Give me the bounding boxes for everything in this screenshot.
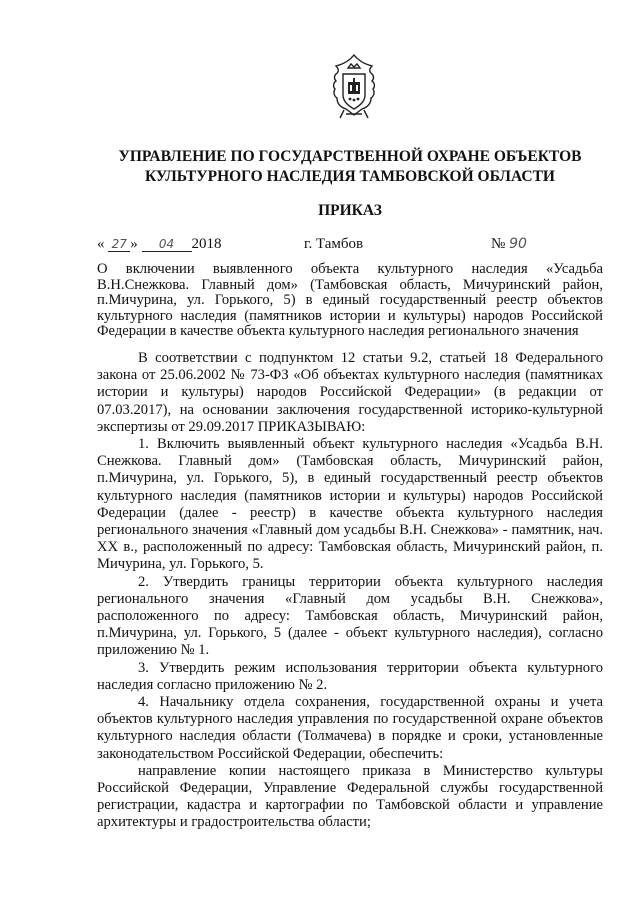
date-year: 2018	[191, 236, 222, 252]
order-city: г. Тамбов	[304, 236, 364, 252]
item-2-paragraph: 2. Утвердить границы территории объекта культурного наследия регионального значения «Главный дом усадьбы В.Н. Снежкова», расположенного по адресу: Тамбовская область, Мичуринский район, п.Мичурина, ул. Горького, 5 (далее - объект культурного наследия), согласно приложению № 1.	[97, 573, 603, 659]
number-label: №	[491, 236, 506, 252]
organization-line-2: КУЛЬТУРНОГО НАСЛЕДИЯ ТАМБОВСКОЙ ОБЛАСТИ	[145, 168, 555, 185]
item-4-paragraph: 4. Начальнику отдела сохранения, государственной охраны и учета объектов культурного наследия управления по государственной охране объектов культурного наследия области (Толмачева) в порядке и сроки, установленные законодательством Российской Федерации, обеспечить:	[97, 694, 603, 762]
order-date	[97, 236, 222, 253]
date-day: 27	[108, 237, 130, 252]
preamble-paragraph: В соответствии с подпунктом 12 статьи 9.2, статьей 18 Федерального закона от 25.06.2002 № 73-ФЗ «Об объектах культурного наследия (памятниках истории и культуры) народов Российской Федерации» (в редакции от 07.03.2017), на основании заключения государственной историко-культурной экспертизы от 29.09.2017 ПРИКАЗЫВАЮ:	[97, 350, 603, 435]
date-quote-open: «	[97, 236, 105, 252]
item-4-1-paragraph: направление копии настоящего приказа в Министерство культуры Российской Федерации, Управление Федеральной службы государственной регистрации, кадастра и картографии по Тамбовской области и управление архитектуры и градостроительства области;	[97, 762, 603, 831]
number-value: 90	[509, 236, 527, 252]
order-body	[97, 350, 603, 832]
organization-name	[60, 147, 640, 187]
tambov-coat-of-arms-icon	[326, 52, 382, 120]
order-number	[491, 236, 527, 253]
date-quote-close: »	[130, 236, 138, 252]
order-title: ПРИКАЗ	[318, 202, 382, 219]
order-subject: О включении выявленного объекта культурного наследия «Усадьба В.Н.Снежкова. Главный дом» (Тамбовская область, Мичуринский район, п.Мичурина, ул. Горького, 5) в единый государственный реестр объектов культурного наследия (памятников истории и культуры) народов Российской Федерации в качестве объекта культурного наследия регионального значения	[97, 261, 603, 340]
item-3-paragraph: 3. Утвердить режим использования территории объекта культурного наследия согласно приложению № 2.	[97, 659, 603, 693]
organization-line-1: УПРАВЛЕНИЕ ПО ГОСУДАРСТВЕННОЙ ОХРАНЕ ОБЪЕКТОВ	[118, 148, 582, 165]
item-1-paragraph: 1. Включить выявленный объект культурного наследия «Усадьба В.Н. Снежкова. Главный дом» (Тамбовская область, Мичуринский район, п.Мичурина, ул. Горького, 5), в единый государственный реестр объектов культурного наследия (памятников истории и культуры) народов Российской Федерации (далее - реестр) в качестве объекта культурного наследия регионального значения «Главный дом усадьбы В.Н. Снежкова» - памятник, нач. XX в., расположенный по адресу: Тамбовская область, Мичуринский район, п. Мичурина, ул. Горького, 5.	[97, 436, 603, 573]
date-month: 04	[142, 237, 192, 252]
